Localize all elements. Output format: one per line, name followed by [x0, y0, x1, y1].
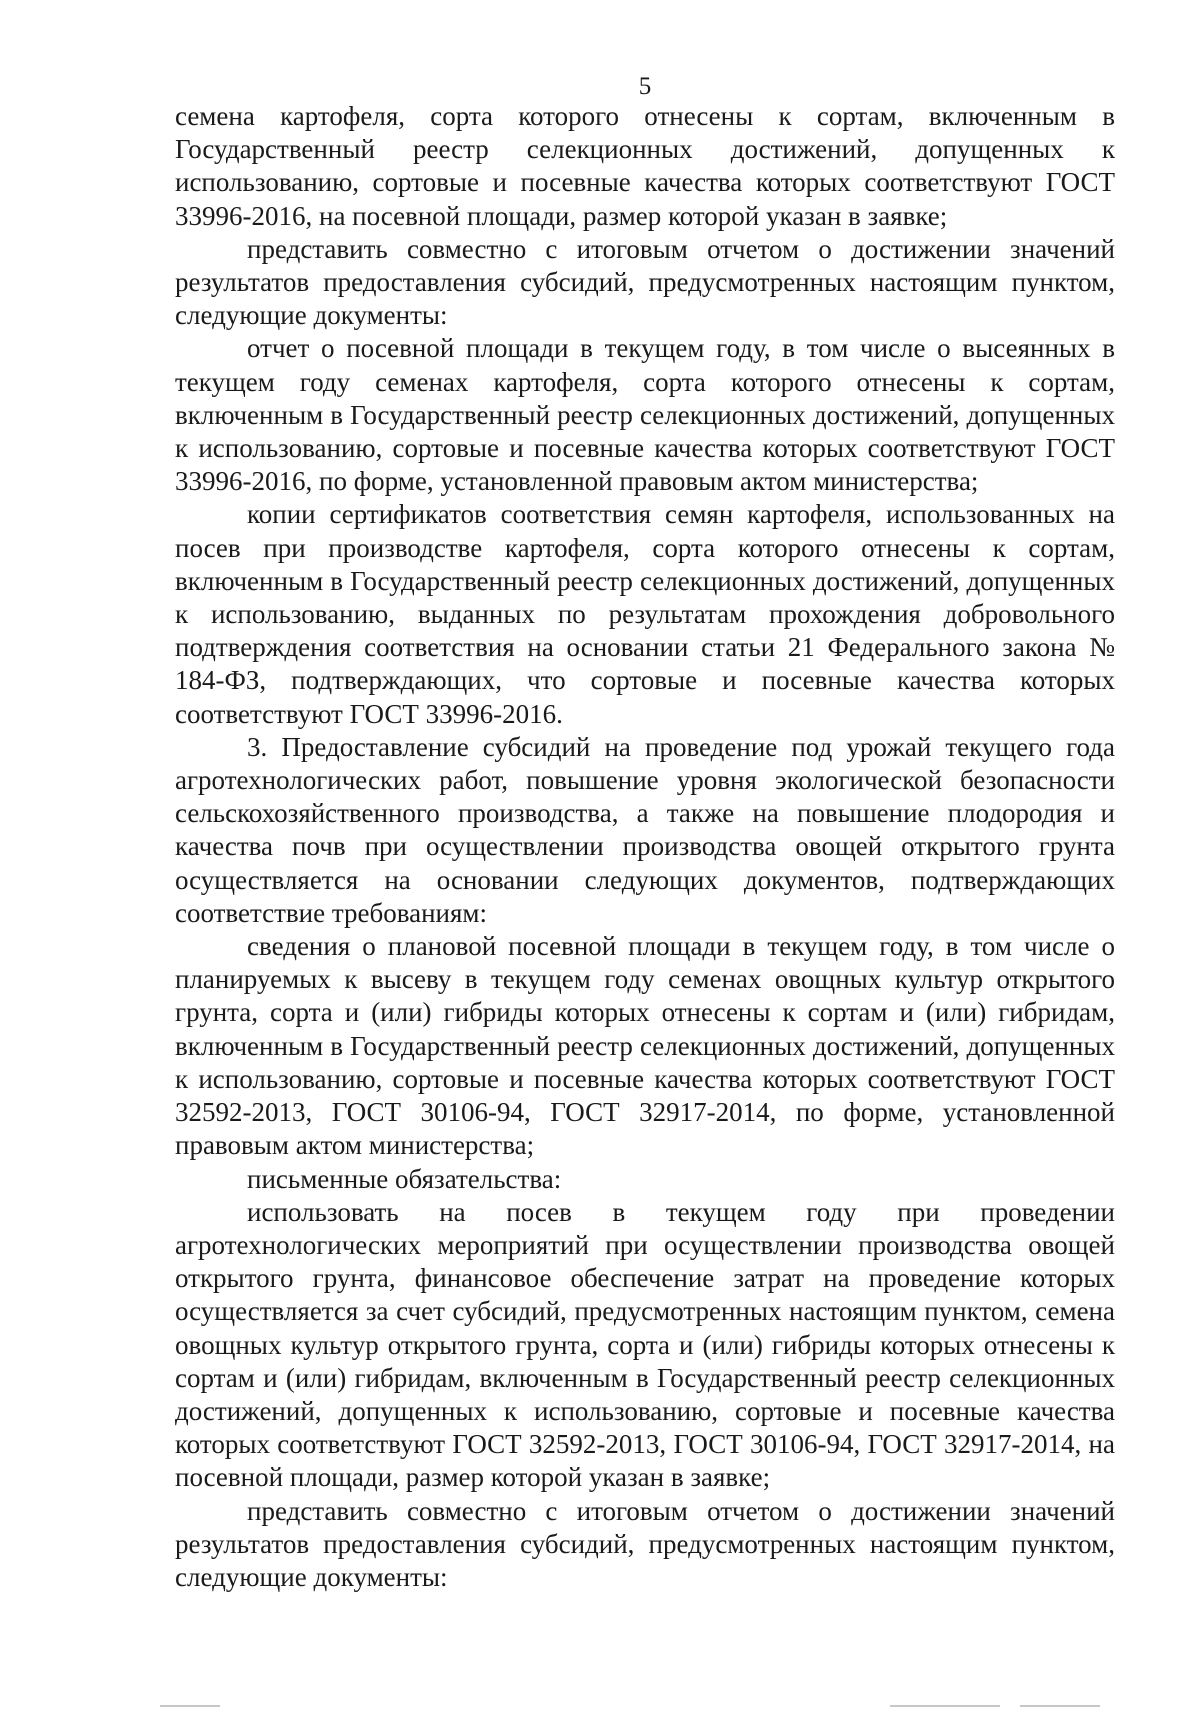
scan-artifact [1020, 1705, 1100, 1707]
scan-artifact [890, 1705, 1000, 1707]
paragraph-section-3: 3. Предоставление субсидий на проведение под урожай текущего года агротехнологических работ, повышение уровня экологической безопасности сельскохозяйственного производства, а также на повышение плодородия и качества почв при осуществлении производства овощей открытого грунта осуществляется на основании следующих документов, подтверждающих соответствие требованиям: [175, 731, 1115, 928]
paragraph-submit-report: представить совместно с итоговым отчетом о достижении значений результатов предоставления субсидий, предусмотренных настоящим пунктом, следующие документы: [175, 233, 1115, 331]
document-body [175, 100, 1115, 1594]
paragraph-planned-sowing-info: сведения о плановой посевной площади в текущем году, в том числе о планируемых к высеву в текущем году семенах овощных культур открытого грунта, сорта и (или) гибриды которых отнесены к сортам и (или) гибридам, включенным в Государственный реестр селекционных достижений, допущенных к использованию, сортовые и посевные качества которых соответствуют ГОСТ 32592-2013, ГОСТ 30106-94, ГОСТ 32917-2014, по форме, установленной правовым актом министерства; [175, 931, 1115, 1161]
paragraph-sowing-area-report: отчет о посевной площади в текущем году, в том числе о высеянных в текущем году семенах картофеля, сорта которого отнесены к сортам, включенным в Государственный реестр селекционных достижений, допущенных к использованию, сортовые и посевные качества которых соответствуют ГОСТ 33996-2016, по форме, установленной правовым актом министерства; [175, 333, 1115, 497]
paragraph-use-seeds: использовать на посев в текущем году при проведении агротехнологических мероприятий при осуществлении производства овощей открытого грунта, финансовое обеспечение затрат на проведение которых осуществляется за счет субсидий, предусмотренных настоящим пунктом, семена овощных культур открытого грунта, сорта и (или) гибриды которых отнесены к сортам и (или) гибридам, включенным в Государственный реестр селекционных достижений, допущенных к использованию, сортовые и посевные качества которых соответствуют ГОСТ 32592-2013, ГОСТ 30106-94, ГОСТ 32917-2014, на посевной площади, размер которой указан в заявке; [175, 1196, 1115, 1493]
paragraph-certificate-copies: копии сертификатов соответствия семян картофеля, использованных на посев при производстве картофеля, сорта которого отнесены к сортам, включенным в Государственный реестр селекционных достижений, допущенных к использованию, выданных по результатам прохождения добровольного подтверждения соответствия на основании статьи 21 Федерального закона № 184-ФЗ, подтверждающих, что сортовые и посевные качества которых соответствуют ГОСТ 33996-2016. [175, 499, 1115, 729]
paragraph-written-obligations: письменные обязательства: [247, 1163, 562, 1194]
paragraph-seed-potatoes-continuation: семена картофеля, сорта которого отнесены к сортам, включенным в Государственный реестр селекционных достижений, допущенных к использованию, сортовые и посевные качества которых соответствуют ГОСТ 33996-2016, на посевной площади, размер которой указан в заявке; [175, 101, 1115, 231]
scan-artifact [160, 1705, 220, 1707]
page-number: 5 [638, 73, 652, 100]
paragraph-submit-documents: представить совместно с итоговым отчетом о достижении значений результатов предоставления субсидий, предусмотренных настоящим пунктом, следующие документы: [175, 1495, 1115, 1592]
